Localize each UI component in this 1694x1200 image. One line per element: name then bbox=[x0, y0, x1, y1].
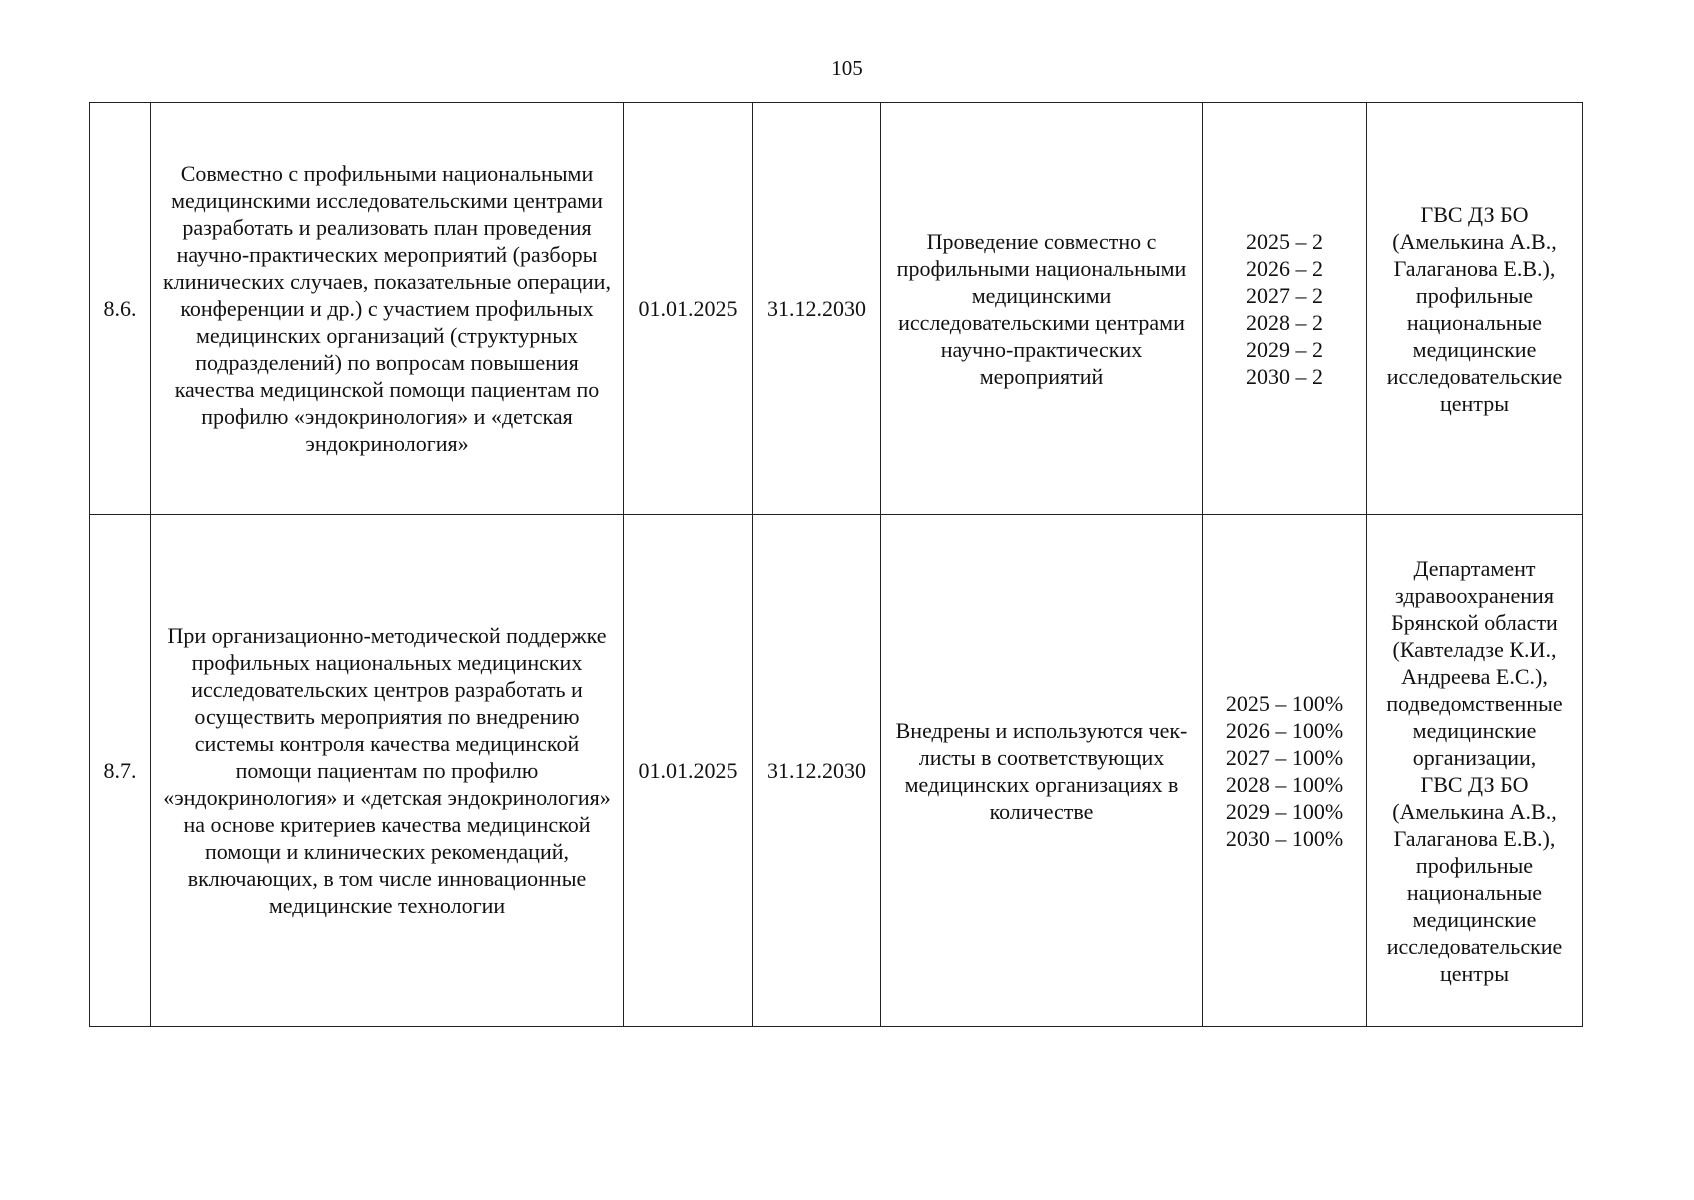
responsible-line: медицинские bbox=[1412, 336, 1537, 362]
year-target: 2030 – 100% bbox=[1225, 825, 1344, 851]
expected-result: Внедрены и используются чек-листы в соответствующих медицинских организациях в количестве bbox=[881, 515, 1203, 1027]
task-description: При организационно-методической поддержке профильных национальных медицинских исследовательских центров разработать и осуществить мероприятия по внедрению системы контроля качества медицинской помощи пациентам по профилю «эндокринология» и «детская эндокринология» на основе критериев качества медицинской помощи и клинических рекомендаций, включающих, в том числе инновационные медицинские технологии bbox=[151, 515, 624, 1027]
yearly-targets bbox=[1203, 515, 1367, 1027]
responsible-line: ГВС ДЗ БО bbox=[1420, 201, 1529, 227]
responsible-line: центры bbox=[1440, 960, 1509, 986]
end-date: 31.12.2030 bbox=[753, 103, 881, 515]
responsible-line: медицинские bbox=[1412, 906, 1537, 932]
responsible-line: подведомственные bbox=[1386, 690, 1563, 716]
responsible-line: профильные bbox=[1415, 852, 1534, 878]
start-date: 01.01.2025 bbox=[624, 515, 753, 1027]
responsible-executors bbox=[1367, 515, 1583, 1027]
responsible-line: Брянской области bbox=[1391, 609, 1558, 635]
responsible-executors bbox=[1367, 103, 1583, 515]
year-target: 2026 – 2 bbox=[1246, 255, 1323, 281]
responsible-line: медицинские bbox=[1412, 717, 1537, 743]
table-row bbox=[90, 515, 1583, 1027]
responsible-line: центры bbox=[1440, 390, 1509, 416]
page-number: 105 bbox=[831, 56, 863, 80]
start-date: 01.01.2025 bbox=[624, 103, 753, 515]
year-target: 2028 – 100% bbox=[1225, 771, 1344, 797]
end-date: 31.12.2030 bbox=[753, 515, 881, 1027]
year-target: 2025 – 100% bbox=[1225, 690, 1344, 716]
year-target: 2028 – 2 bbox=[1246, 309, 1323, 335]
year-target: 2027 – 2 bbox=[1246, 282, 1323, 308]
expected-result: Проведение совместно с профильными национальными медицинскими исследовательскими центрами научно-практических мероприятий bbox=[881, 103, 1203, 515]
year-target: 2029 – 100% bbox=[1225, 798, 1344, 824]
year-target: 2027 – 100% bbox=[1225, 744, 1344, 770]
responsible-line: Андреева Е.С.), bbox=[1401, 663, 1548, 689]
responsible-line: здравоохранения bbox=[1395, 582, 1554, 608]
year-target: 2030 – 2 bbox=[1246, 363, 1323, 389]
task-description: Совместно с профильными национальными медицинскими исследовательскими центрами разработать и реализовать план проведения научно-практических мероприятий (разборы клинических случаев, показательные операции, конференции и др.) с участием профильных медицинских организаций (структурных подразделений) по вопросам повышения качества медицинской помощи пациентам по профилю «эндокринология» и «детская эндокринология» bbox=[151, 103, 624, 515]
responsible-line: ГВС ДЗ БО bbox=[1420, 771, 1529, 797]
responsible-line: организации, bbox=[1412, 744, 1537, 770]
responsible-line: (Амелькина А.В., bbox=[1392, 228, 1557, 254]
year-target: 2025 – 2 bbox=[1246, 228, 1323, 254]
yearly-targets bbox=[1203, 103, 1367, 515]
responsible-line: (Амелькина А.В., bbox=[1392, 798, 1557, 824]
row-number: 8.6. bbox=[90, 103, 151, 515]
responsible-line: Галаганова Е.В.), bbox=[1393, 255, 1556, 281]
responsible-line: Департамент bbox=[1413, 555, 1536, 581]
measures-table bbox=[89, 102, 1583, 1027]
responsible-line: исследовательские bbox=[1386, 933, 1563, 959]
table-row bbox=[90, 103, 1583, 515]
responsible-line: национальные bbox=[1406, 309, 1543, 335]
year-target: 2029 – 2 bbox=[1246, 336, 1323, 362]
responsible-line: исследовательские bbox=[1386, 363, 1563, 389]
year-target: 2026 – 100% bbox=[1225, 717, 1344, 743]
responsible-line: профильные bbox=[1415, 282, 1534, 308]
responsible-line: Галаганова Е.В.), bbox=[1393, 825, 1556, 851]
responsible-line: (Кавтеладзе К.И., bbox=[1392, 636, 1557, 662]
responsible-line: национальные bbox=[1406, 879, 1543, 905]
row-number: 8.7. bbox=[90, 515, 151, 1027]
